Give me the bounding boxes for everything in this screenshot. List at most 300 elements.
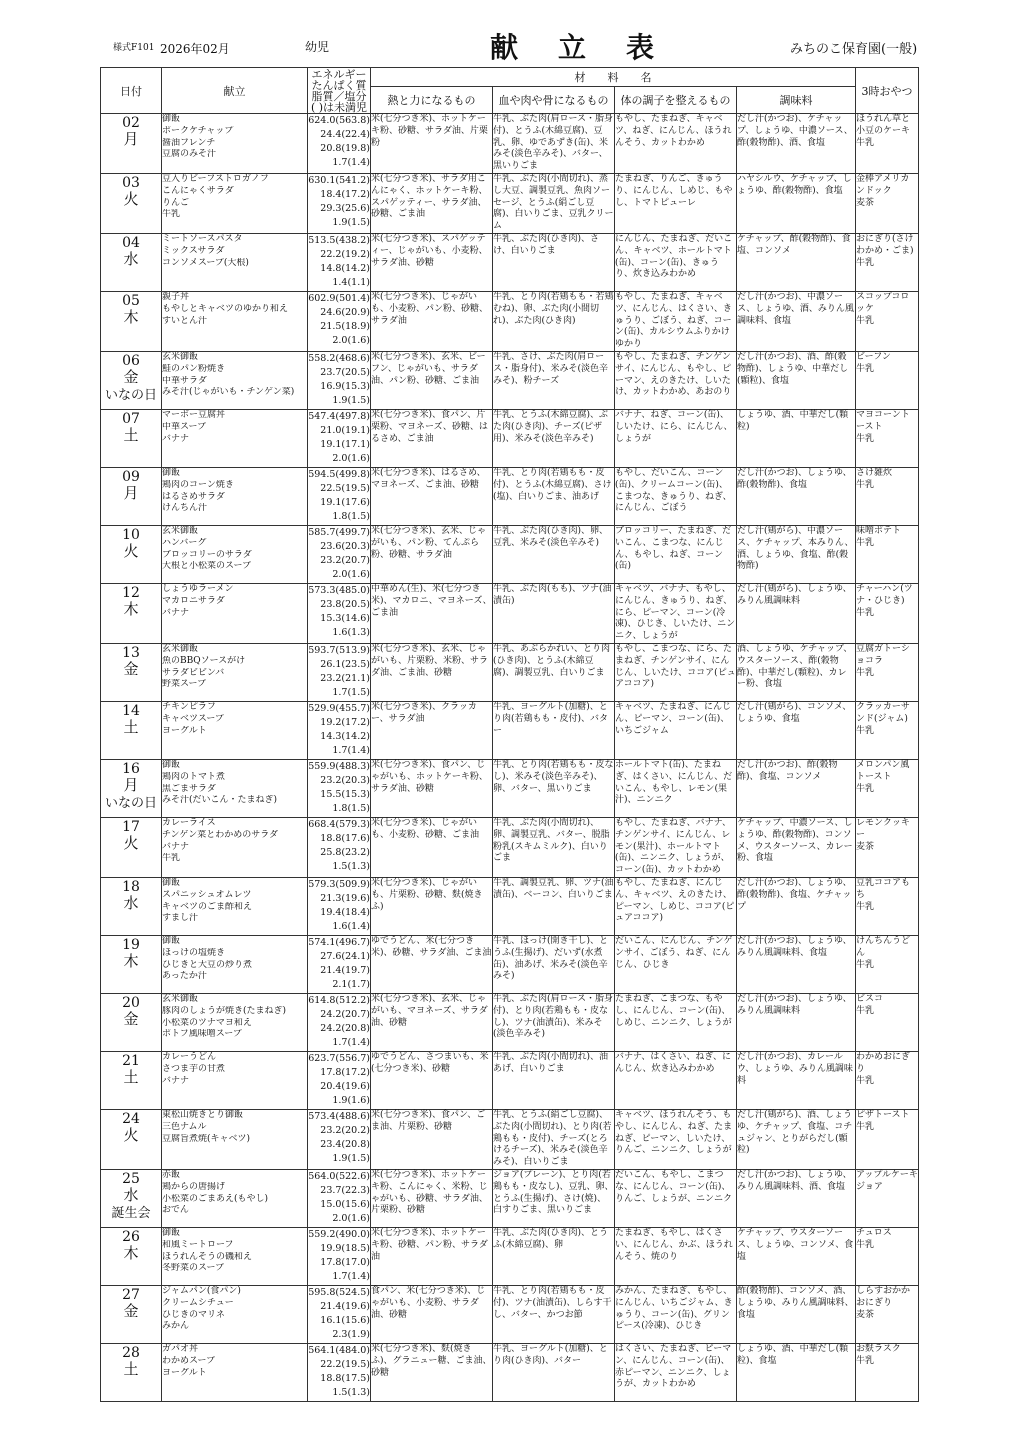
weekday: 水 <box>123 1185 139 1204</box>
snack-item: レモンクッキー <box>856 817 910 840</box>
header-energy-foods: 熱と力になるもの <box>371 87 493 114</box>
menu-day-row <box>101 993 919 1051</box>
blood-foods-cell: 牛乳、さけ、ぶた肉(肩ロース・脂身付)、米みそ(淡色辛みそ)、粉チーズ <box>493 351 615 409</box>
blood-foods-cell: 牛乳、ぶた肉(ひき肉)、とうふ(木綿豆腐)、卵 <box>493 1227 615 1285</box>
energy-foods-cell: 米(七分つき米)、麩(焼きふ)、グラニュー糖、ごま油、砂糖 <box>371 1343 493 1401</box>
menu-dish: はるさめサラダ <box>162 491 225 502</box>
event-label: いなの日 <box>104 795 157 811</box>
date-cell <box>101 583 162 643</box>
nutrition-value: 18.8(17.6) <box>320 832 370 844</box>
menu-cell <box>162 1285 308 1343</box>
nutrition-cell <box>308 525 371 583</box>
menu-dish: ハンバーグ <box>162 537 207 548</box>
nutrition-cell <box>308 467 371 525</box>
energy-foods-cell: 米(七分つき米)、ホットケーキ粉、砂糖、サラダ油、片栗粉 <box>371 114 493 174</box>
menu-day-row <box>101 1051 919 1109</box>
snack-item: ビスコ <box>856 993 884 1004</box>
menu-cell <box>162 409 308 467</box>
day-number: 21 <box>122 1052 140 1069</box>
energy-foods-cell: 米(七分つき米)、ホットケーキ粉、こんにゃく、米粉、じゃがいも、砂糖、サラダ油、片栗粉、砂糖 <box>371 1169 493 1227</box>
menu-dish: 玄米御飯 <box>162 993 199 1004</box>
nutrition-value: 19.9(18.5) <box>320 1242 370 1254</box>
body-foods-cell: キャベツ、ほうれんそう、もやし、にんじん、ねぎ、たまねぎ、ピーマン、しいたけ、りんご、ニンニク、しょうが <box>615 1109 737 1169</box>
body-foods-cell: バナナ、はくさい、ねぎ、にんじん、炊き込みわかめ <box>615 1051 737 1109</box>
day-number: 17 <box>122 818 140 835</box>
snack-item: 牛乳 <box>856 901 875 912</box>
menu-dish: 冬野菜のスープ <box>162 1263 225 1274</box>
menu-day-row <box>101 1343 919 1401</box>
menu-dish: 小松菜のごまあえ(もやし) <box>162 1193 269 1204</box>
menu-dish: 鶏からの唐揚げ <box>162 1181 226 1192</box>
nutrition-cell <box>308 233 371 291</box>
nutrition-value: 579.3(509.9) <box>308 878 370 890</box>
seasonings-cell: だし汁(鶏がら)、中濃ソース、ケチャップ、本みりん、酒、しょうゆ、食塩、酢(穀物酢) <box>737 525 856 583</box>
snack-cell <box>856 817 919 877</box>
menu-dish: 鶏肉のトマト煮 <box>162 771 226 782</box>
menu-cell <box>162 1109 308 1169</box>
menu-dish: 豆腐のみそ汁 <box>162 149 217 160</box>
weekday: 火 <box>123 541 139 560</box>
snack-item: マヨコーントースト <box>856 409 910 432</box>
menu-cell <box>162 525 308 583</box>
menu-dish: カレーうどん <box>162 1051 217 1062</box>
day-number: 05 <box>122 292 140 309</box>
menu-cell <box>162 233 308 291</box>
seasonings-cell: だし汁(かつお)、しょうゆ、酢(穀物酢)、食塩、ケチャップ <box>737 877 856 935</box>
snack-item: 牛乳 <box>856 433 875 444</box>
date-cell <box>101 173 162 233</box>
menu-dish: 御飯 <box>162 935 181 946</box>
nutrition-value: 1.7(1.5) <box>332 686 370 698</box>
snack-cell <box>856 583 919 643</box>
snack-item: 豆腐ガトーショコラ <box>856 643 910 666</box>
page-header <box>0 0 1024 66</box>
energy-foods-cell: 米(七分つき米)、食パン、片栗粉、マヨネーズ、砂糖、はるさめ、ごま油 <box>371 409 493 467</box>
menu-dish: 牛乳 <box>162 209 181 220</box>
nutrition-value: 23.8(20.5) <box>320 598 370 610</box>
nutrition-value: 14.8(14.2) <box>320 262 370 274</box>
day-number: 14 <box>122 702 140 719</box>
nutrition-value: 20.8(19.8) <box>320 143 370 154</box>
snack-cell <box>856 759 919 817</box>
snack-item: 牛乳 <box>856 137 875 148</box>
weekday: 水 <box>123 249 139 268</box>
menu-day-row <box>101 817 919 877</box>
snack-cell <box>856 467 919 525</box>
nutrition-cell <box>308 351 371 409</box>
nutrition-value: 624.0(563.8) <box>308 115 370 126</box>
date-cell <box>101 1285 162 1343</box>
header-nutrition-line: 脂質／塩分 <box>311 89 367 103</box>
date-cell <box>101 291 162 351</box>
nutrition-value: 1.6(1.3) <box>332 626 370 638</box>
menu-dish: さつま芋の甘煮 <box>162 1063 226 1074</box>
seasonings-cell: しょうゆ、酒、中華だし(顆粒) <box>737 409 856 467</box>
menu-dish: 醤油フレンチ <box>162 137 216 148</box>
snack-item: チュロス <box>856 1227 892 1238</box>
header-nutrition-line: ( )は未満児 <box>310 100 368 114</box>
energy-foods-cell: 中華めん(生)、米(七分つき米)、マカロニ、マヨネーズ、ごま油 <box>371 583 493 643</box>
nutrition-value: 23.2(20.7) <box>320 554 370 566</box>
nutrition-value: 20.4(19.6) <box>320 1080 370 1092</box>
nutrition-cell <box>308 173 371 233</box>
header-body-foods: 体の調子を整えるもの <box>615 87 737 114</box>
nutrition-cell <box>308 1109 371 1169</box>
snack-item: 麦茶 <box>856 1309 875 1320</box>
snack-item: クラッカーサンド(ジャム) <box>856 701 910 724</box>
nutrition-value: 623.7(556.7) <box>308 1052 370 1064</box>
blood-foods-cell: 牛乳、とうふ(木綿豆腐)、ぶた肉(ひき肉)、チーズ(ピザ用)、米みそ(淡色辛みそ) <box>493 409 615 467</box>
nutrition-value: 668.4(579.3) <box>308 818 370 830</box>
nutrition-cell <box>308 643 371 701</box>
menu-dish: バナナ <box>162 1075 190 1086</box>
menu-cell <box>162 114 308 174</box>
nutrition-value: 1.9(1.5) <box>332 394 370 406</box>
header-date: 日付 <box>101 68 162 114</box>
snack-item: 牛乳 <box>856 667 875 678</box>
seasonings-cell: 酢(穀物酢)、コンソメ、酒、しょうゆ、みりん風調味料、食塩 <box>737 1285 856 1343</box>
body-foods-cell: にんじん、たまねぎ、だいこん、キャベツ、ホールトマト(缶)、コーン(缶)、きゅうり、炊き込みわかめ <box>615 233 737 291</box>
menu-dish: クリームシチュー <box>162 1297 234 1308</box>
snack-cell <box>856 173 919 233</box>
blood-foods-cell: 牛乳、とり肉(若鶏もも・皮付)、ツナ(油漬缶)、しらす干し、バター、かつお節 <box>493 1285 615 1343</box>
nutrition-value: 29.3(25.6) <box>320 202 370 214</box>
nutrition-value: 1.7(1.4) <box>332 1270 370 1282</box>
day-number: 10 <box>122 526 140 543</box>
menu-day-row <box>101 583 919 643</box>
nutrition-cell <box>308 759 371 817</box>
weekday: 月 <box>123 483 139 502</box>
nutrition-value: 19.4(18.4) <box>320 906 370 918</box>
menu-cell <box>162 759 308 817</box>
menu-dish: 鶏肉のコーン焼き <box>162 479 234 490</box>
menu-dish: 三色ナムル <box>162 1121 207 1132</box>
body-foods-cell: もやし、たまねぎ、にんじん、キャベツ、えのきたけ、ピーマン、しめじ、ココア(ピュアココア) <box>615 877 737 935</box>
weekday: 木 <box>123 307 139 326</box>
nutrition-value: 15.5(15.3) <box>320 788 370 800</box>
nutrition-value: 23.2(20.2) <box>320 1124 370 1136</box>
energy-foods-cell: 米(七分つき米)、玄米、ビーフン、じゃがいも、サラダ油、パン粉、砂糖、ごま油 <box>371 351 493 409</box>
snack-item: 牛乳 <box>856 315 875 326</box>
menu-cell <box>162 935 308 993</box>
weekday: 金 <box>123 1301 139 1320</box>
menu-dish: ミートソースパスタ <box>162 233 243 244</box>
day-number: 03 <box>122 174 140 191</box>
seasonings-cell: だし汁(かつお)、しょうゆ、みりん風調味料、酒、食塩 <box>737 1169 856 1227</box>
weekday: 土 <box>123 425 139 444</box>
seasonings-cell: ケチャップ、ウスターソース、しょうゆ、コンソメ、食塩 <box>737 1227 856 1285</box>
menu-dish: ポトフ風味噌スープ <box>162 1029 242 1040</box>
nutrition-value: 630.1(541.2) <box>308 174 370 186</box>
menu-dish: コンソメスープ(大根) <box>162 257 249 268</box>
seasonings-cell: だし汁(かつお)、ケチャップ、しょうゆ、中濃ソース、酢(穀物酢)、酒、食塩 <box>737 114 856 174</box>
menu-cell <box>162 351 308 409</box>
menu-dish: 魚のBBQソースがけ <box>162 655 246 666</box>
menu-dish: しょうゆラーメン <box>162 583 234 594</box>
header-nutrition-line: たんぱく質 <box>311 78 367 92</box>
nutrition-cell <box>308 817 371 877</box>
menu-dish: 御飯 <box>162 759 181 770</box>
date-cell <box>101 1169 162 1227</box>
menu-dish: すまし汁 <box>162 913 199 924</box>
day-number: 20 <box>122 994 140 1011</box>
nutrition-value: 614.8(512.2) <box>308 994 370 1006</box>
menu-dish: おでん <box>162 1205 189 1216</box>
menu-dish: 黒ごまサラダ <box>162 783 216 794</box>
snack-item: 牛乳 <box>856 1355 875 1366</box>
blood-foods-cell: 牛乳、ぶた肉(もも)、ツナ(油漬缶) <box>493 583 615 643</box>
nutrition-value: 2.0(1.6) <box>332 334 370 346</box>
snack-item: 牛乳 <box>856 607 875 618</box>
blood-foods-cell: ジョア(プレーン)、とり肉(若鶏もも・皮なし)、豆乳、卵、とうふ(生揚げ)、さけ(焼)、白すりごま、黒いりごま <box>493 1169 615 1227</box>
snack-item: わかめおにぎり <box>856 1051 911 1074</box>
nutrition-value: 18.8(17.5) <box>320 1372 370 1384</box>
nutrition-value: 1.4(1.1) <box>332 276 370 288</box>
blood-foods-cell: 牛乳、とり肉(若鶏もも・皮なし)、米みそ(淡色辛みそ)、卵、バター、黒いりごま <box>493 759 615 817</box>
energy-foods-cell: 米(七分つき米)、食パン、ごま油、片栗粉、砂糖 <box>371 1109 493 1169</box>
snack-item: 牛乳 <box>856 1075 875 1086</box>
snack-item: しらすおかかおにぎり <box>856 1285 911 1308</box>
snack-cell <box>856 1343 919 1401</box>
day-number: 26 <box>122 1228 140 1245</box>
energy-foods-cell: 米(七分つき米)、はるさめ、マヨネーズ、ごま油、砂糖 <box>371 467 493 525</box>
menu-dish: マーボー豆腐丼 <box>162 409 226 420</box>
body-foods-cell: もやし、たまねぎ、キャベツ、ねぎ、にんじん、ほうれんそう、カットわかめ <box>615 114 737 174</box>
snack-item: けんちんうどん <box>856 935 911 958</box>
menu-cell <box>162 877 308 935</box>
menu-dish: 和風ミートローフ <box>162 1239 234 1250</box>
menu-dish: こんにゃくサラダ <box>162 185 234 196</box>
seasonings-cell: だし汁(かつお)、酢(穀物酢)、食塩、コンソメ <box>737 759 856 817</box>
day-number: 06 <box>122 352 140 369</box>
menu-dish: 御飯 <box>162 877 181 888</box>
nutrition-value: 1.5(1.3) <box>332 1386 370 1398</box>
snack-item: 牛乳 <box>856 959 875 970</box>
body-foods-cell: キャベツ、バナナ、もやし、にんじん、きゅうり、ねぎ、にら、ピーマン、コーン(冷凍)、ひじき、しいたけ、ニンニク、しょうが <box>615 583 737 643</box>
nutrition-value: 593.7(513.9) <box>308 644 370 656</box>
nutrition-value: 564.0(522.6) <box>308 1170 370 1182</box>
menu-dish: 豆入りビーフストロガノフ <box>162 173 269 184</box>
seasonings-cell: だし汁(かつお)、しょうゆ、酢(穀物酢)、食塩 <box>737 467 856 525</box>
date-cell <box>101 1051 162 1109</box>
menu-day-row <box>101 467 919 525</box>
day-number: 09 <box>122 468 140 485</box>
header-materials: 材 料 名 <box>371 68 856 87</box>
header-blood-foods: 血や肉や骨になるもの <box>493 87 615 114</box>
menu-dish: りんご <box>162 197 190 208</box>
snack-item: ほうれん草と小豆のケーキ <box>856 114 911 136</box>
nutrition-value: 26.1(23.5) <box>320 658 370 670</box>
body-foods-cell: もやし、たまねぎ、チンゲンサイ、にんじん、もやし、ピーマン、えのきたけ、しいたけ、カットわかめ、あおのり <box>615 351 737 409</box>
nutrition-value: 1.7(1.4) <box>332 157 370 168</box>
date-cell <box>101 1227 162 1285</box>
weekday: 金 <box>123 367 139 386</box>
body-foods-cell: ブロッコリー、たまねぎ、だいこん、こまつな、にんじん、もやし、ねぎ、コーン(缶) <box>615 525 737 583</box>
snack-item: ピザトースト <box>856 1109 910 1120</box>
school-name: みちのこ保育園(一般) <box>790 42 918 57</box>
weekday: 木 <box>123 951 139 970</box>
menu-dish: ミックスサラダ <box>162 245 225 256</box>
menu-dish: バナナ <box>162 433 190 444</box>
nutrition-value: 2.1(1.7) <box>332 978 370 990</box>
nutrition-cell <box>308 1169 371 1227</box>
snack-cell <box>856 409 919 467</box>
nutrition-value: 602.9(501.4) <box>308 292 370 304</box>
nutrition-value: 24.4(22.4) <box>320 129 370 140</box>
menu-dish: 御飯 <box>162 1227 181 1238</box>
seasonings-cell: しょうゆ、酒、中華だし(顆粒)、食塩 <box>737 1343 856 1401</box>
menu-dish: ヨーグルト <box>162 725 207 736</box>
energy-foods-cell: 米(七分つき米)、玄米、じゃがいも、片栗粉、米粉、サラダ油、ごま油、砂糖 <box>371 643 493 701</box>
nutrition-value: 21.3(19.6) <box>320 892 370 904</box>
nutrition-value: 1.5(1.3) <box>332 860 370 872</box>
nutrition-value: 1.7(1.4) <box>332 1036 370 1048</box>
page-title: 献立表 <box>490 31 695 64</box>
nutrition-value: 573.3(485.0) <box>308 584 370 596</box>
menu-dish: ひじきと大豆の炒り煮 <box>162 959 253 970</box>
body-foods-cell: だいこん、にんじん、チンゲンサイ、ごぼう、ねぎ、にんじん、ひじき <box>615 935 737 993</box>
menu-day-row <box>101 1285 919 1343</box>
snack-cell <box>856 701 919 759</box>
seasonings-cell: だし汁(鶏がら)、酒、しょうゆ、ケチャップ、食塩、コチュジャン、とりがらだし(顆粒) <box>737 1109 856 1169</box>
nutrition-value: 585.7(499.7) <box>308 526 370 538</box>
nutrition-value: 573.4(488.6) <box>308 1110 370 1122</box>
date-cell <box>101 114 162 174</box>
blood-foods-cell: 牛乳、ぶた肉(肩ロース・脂身付)、とり肉(若鶏もも・皮なし)、ツナ(油漬缶)、米みそ(淡色辛みそ) <box>493 993 615 1051</box>
menu-dish: ブロッコリーのサラダ <box>162 549 252 560</box>
snack-item: お麩ラスク <box>856 1343 901 1354</box>
nutrition-value: 23.6(20.3) <box>320 540 370 552</box>
nutrition-value: 19.1(17.1) <box>320 438 370 450</box>
menu-dish: バナナ <box>162 607 190 618</box>
nutrition-cell <box>308 1227 371 1285</box>
menu-rows <box>101 114 919 1402</box>
snack-item: さけ雑炊 <box>856 467 893 478</box>
energy-foods-cell: ゆでうどん、さつまいも、米(七分つき米)、砂糖 <box>371 1051 493 1109</box>
nutrition-value: 23.2(21.1) <box>320 672 370 684</box>
menu-day-row <box>101 114 919 174</box>
menu-dish: チンゲン菜とわかめのサラダ <box>162 829 279 840</box>
header-seasonings: 調味料 <box>737 87 856 114</box>
nutrition-value: 27.6(24.1) <box>320 950 370 962</box>
date-cell <box>101 759 162 817</box>
nutrition-value: 2.0(1.6) <box>332 452 370 464</box>
nutrition-value: 1.9(1.5) <box>332 1152 370 1164</box>
energy-foods-cell: 米(七分つき米)、玄米、じゃがいも、マヨネーズ、サラダ油、砂糖 <box>371 993 493 1051</box>
snack-item: 味噌ポテト <box>856 525 902 536</box>
nutrition-value: 24.6(20.9) <box>320 306 370 318</box>
snack-item: メロンパン風トースト <box>856 759 910 782</box>
day-number: 27 <box>122 1286 140 1303</box>
menu-dish: キャベツのごま酢和え <box>162 901 253 912</box>
nutrition-value: 18.4(17.2) <box>320 188 370 200</box>
snack-item: 牛乳 <box>856 725 875 736</box>
date-cell <box>101 1343 162 1401</box>
menu-cell <box>162 817 308 877</box>
energy-foods-cell: 米(七分つき米)、クラッカー、サラダ油 <box>371 701 493 759</box>
snack-cell <box>856 233 919 291</box>
menu-dish: カレーライス <box>162 817 216 828</box>
menu-dish: ポークケチャップ <box>162 125 234 136</box>
nutrition-cell <box>308 1051 371 1109</box>
date-cell <box>101 351 162 409</box>
menu-cell <box>162 1343 308 1401</box>
menu-dish: あったか汁 <box>162 971 207 982</box>
menu-dish: チキンピラフ <box>162 701 216 712</box>
menu-cell <box>162 173 308 233</box>
menu-day-row <box>101 643 919 701</box>
menu-cell <box>162 291 308 351</box>
snack-cell <box>856 525 919 583</box>
nutrition-value: 594.5(499.8) <box>308 468 370 480</box>
day-number: 28 <box>122 1344 140 1361</box>
weekday: 月 <box>123 130 139 148</box>
menu-dish: 豆腐旨煮焼(キャベツ) <box>162 1133 251 1144</box>
date-cell <box>101 935 162 993</box>
snack-cell <box>856 114 919 174</box>
menu-dish: マカロニサラダ <box>162 595 225 606</box>
energy-foods-cell: 食パン、米(七分つき米)、じゃがいも、小麦粉、サラダ油、砂糖 <box>371 1285 493 1343</box>
menu-dish: ジャムパン(食パン) <box>162 1285 241 1296</box>
date-cell <box>101 233 162 291</box>
nutrition-value: 2.0(1.6) <box>332 568 370 580</box>
nutrition-cell <box>308 935 371 993</box>
menu-dish: 中華スープ <box>162 421 207 432</box>
nutrition-value: 21.5(18.9) <box>320 320 370 332</box>
menu-day-row <box>101 877 919 935</box>
snack-item: 麦茶 <box>856 197 875 208</box>
header-snack: 3時おやつ <box>856 68 919 114</box>
nutrition-value: 1.8(1.5) <box>332 802 370 814</box>
nutrition-cell <box>308 409 371 467</box>
weekday: 水 <box>123 893 139 912</box>
body-foods-cell: だいこん、もやし、こまつな、にんじん、コーン(缶)、りんご、しょうが、ニンニク <box>615 1169 737 1227</box>
snack-item: チャーハン(ツナ・ひじき) <box>856 583 913 606</box>
event-label: 誕生会 <box>111 1205 151 1221</box>
nutrition-value: 21.0(19.1) <box>320 424 370 436</box>
nutrition-value: 559.2(490.0) <box>308 1228 370 1240</box>
energy-foods-cell: 米(七分つき米)、ホットケーキ粉、砂糖、パン粉、サラダ油 <box>371 1227 493 1285</box>
energy-foods-cell: 米(七分つき米)、じゃがいも、小麦粉、砂糖、ごま油 <box>371 817 493 877</box>
blood-foods-cell: 牛乳、ヨーグルト(加糖)、とり肉(ひき肉)、バター <box>493 1343 615 1401</box>
menu-dish: 小松菜のツナマヨ和え <box>162 1017 252 1028</box>
menu-day-row <box>101 351 919 409</box>
snack-item: 麦茶 <box>856 841 875 852</box>
menu-table <box>100 67 919 1402</box>
menu-dish: 大根と小松菜のスープ <box>162 561 252 572</box>
weekday: 土 <box>123 1067 139 1086</box>
date-cell <box>101 409 162 467</box>
menu-dish: サラダビビンバ <box>162 667 225 678</box>
day-number: 18 <box>122 878 140 895</box>
nutrition-cell <box>308 1285 371 1343</box>
seasonings-cell: だし汁(鶏がら)、コンソメ、しょうゆ、食塩 <box>737 701 856 759</box>
nutrition-value: 17.8(17.0) <box>320 1256 370 1268</box>
blood-foods-cell: 牛乳、ぶた肉(小間切れ)、卵、調製豆乳、バター、脱脂粉乳(スキムミルク)、白いりごま <box>493 817 615 877</box>
snack-item: ジョア <box>856 1181 883 1192</box>
nutrition-value: 24.2(20.8) <box>320 1022 370 1034</box>
nutrition-value: 25.8(23.2) <box>320 846 370 858</box>
energy-foods-cell: 米(七分つき米)、スパゲッティー、じゃがいも、小麦粉、サラダ油、砂糖 <box>371 233 493 291</box>
body-foods-cell: もやし、たまねぎ、バナナ、チンゲンサイ、にんじん、レモン(果汁)、ホールトマト(缶)、ニンニク、しょうが、コーン(缶)、カットわかめ <box>615 817 737 877</box>
menu-dish: 鮭のパン粉焼き <box>162 363 226 374</box>
menu-dish: わかめスープ <box>162 1355 216 1366</box>
nutrition-value: 1.6(1.4) <box>332 920 370 932</box>
nutrition-value: 15.3(14.6) <box>320 612 370 624</box>
menu-dish: 豚肉のしょうが焼き(たまねぎ) <box>162 1005 287 1016</box>
day-number: 07 <box>122 410 140 427</box>
menu-cell <box>162 701 308 759</box>
